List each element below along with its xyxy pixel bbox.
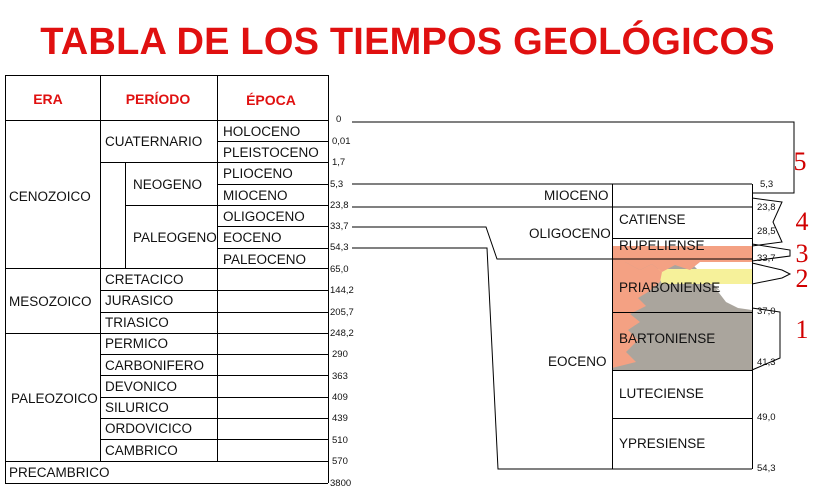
age-label: 1,7 xyxy=(332,157,346,168)
age-label: 65,0 xyxy=(330,264,349,275)
stage-lutetian: LUTECIENSE xyxy=(619,386,704,401)
era-mesozoic: MESOZOICO xyxy=(9,294,92,309)
age-label: 23,8 xyxy=(330,200,349,211)
detail-age-label: 23,8 xyxy=(757,202,776,213)
brackets xyxy=(752,198,790,370)
age-label: 33,7 xyxy=(330,221,349,232)
detail-age-label: 33,7 xyxy=(757,253,776,264)
age-label: 144,2 xyxy=(330,285,354,296)
detail-epoch-eocene: EOCENO xyxy=(548,354,607,369)
eocene-color-bands xyxy=(612,246,752,370)
detail-age-labels xyxy=(757,179,776,474)
age-label: 363 xyxy=(332,371,348,382)
marker-5: 5 xyxy=(793,147,807,176)
era-cenozoic: CENOZOICO xyxy=(9,189,91,204)
header-period: PERÍODO xyxy=(125,91,191,107)
era-paleozoic: PALEOZOICO xyxy=(11,391,98,406)
detail-age-label: 41,3 xyxy=(757,357,776,368)
age-label: 205,7 xyxy=(330,307,354,318)
period-silurian: SILURICO xyxy=(105,400,169,415)
age-label: 54,3 xyxy=(330,242,349,253)
bracket-2 xyxy=(752,263,790,284)
marker-4: 4 xyxy=(795,207,809,236)
stage-ypresian: YPRESIENSE xyxy=(619,436,706,451)
age-label: 570 xyxy=(332,456,348,467)
period-neogene: NEOGENO xyxy=(133,177,203,192)
period-carboniferous: CARBONIFERO xyxy=(105,358,205,373)
period-ordovician: ORDOVICICO xyxy=(105,421,193,436)
age-label: 248,2 xyxy=(330,328,354,339)
period-jurassic: JURASICO xyxy=(105,293,174,308)
header-epoch: ÉPOCA xyxy=(246,92,296,108)
epoch-eocene: EOCENO xyxy=(223,230,282,245)
detail-epoch-oligocene: OLIGOCENO xyxy=(529,226,611,241)
stage-priabonian: PRIABONIENSE xyxy=(619,280,721,295)
table-age-labels xyxy=(330,114,354,489)
period-triassic: TRIASICO xyxy=(105,315,169,330)
detail-age-label: 28,5 xyxy=(757,226,776,237)
epoch-holocene: HOLOCENO xyxy=(223,124,301,139)
epoch-pliocene: PLIOCENO xyxy=(223,166,293,181)
epoch-pleistocene: PLEISTOCENO xyxy=(223,145,319,160)
period-devonian: DEVONICO xyxy=(105,379,178,394)
epoch-oligocene: OLIGOCENO xyxy=(223,209,305,224)
period-cretaceous: CRETACICO xyxy=(105,272,184,287)
detail-age-label: 54,3 xyxy=(757,463,776,474)
era-precambrian: PRECAMBRICO xyxy=(9,465,110,480)
age-label: 0,01 xyxy=(332,136,351,147)
detail-epoch-miocene: MIOCENO xyxy=(544,188,609,203)
period-cambrian: CAMBRICO xyxy=(105,443,178,458)
stage-chattian: CATIENSE xyxy=(619,212,686,227)
age-label: 439 xyxy=(332,413,348,424)
detail-age-label: 5,3 xyxy=(760,179,774,190)
age-label: 3800 xyxy=(330,478,352,489)
epoch-paleocene: PALEOCENO xyxy=(223,252,307,267)
period-permian: PERMICO xyxy=(105,336,169,351)
age-label: 5,3 xyxy=(330,179,344,190)
marker-2: 2 xyxy=(795,264,809,293)
epoch-miocene: MIOCENO xyxy=(223,188,288,203)
stage-rupelian: RUPELIENSE xyxy=(619,238,705,253)
period-quaternary: CUATERNARIO xyxy=(105,134,203,149)
stage-bartonian: BARTONIENSE xyxy=(619,331,716,346)
age-label: 510 xyxy=(332,435,348,446)
page-title: TABLA DE LOS TIEMPOS GEOLÓGICOS xyxy=(40,21,775,63)
header-era: ERA xyxy=(33,91,63,107)
marker-1: 1 xyxy=(795,315,809,344)
detail-age-label: 49,0 xyxy=(757,412,776,423)
age-label: 290 xyxy=(332,349,348,360)
age-label: 409 xyxy=(332,392,348,403)
period-paleogene: PALEOGENO xyxy=(133,230,217,245)
marker-3: 3 xyxy=(795,239,809,268)
detail-age-label: 37,0 xyxy=(757,306,776,317)
age-label: 0 xyxy=(336,114,342,125)
